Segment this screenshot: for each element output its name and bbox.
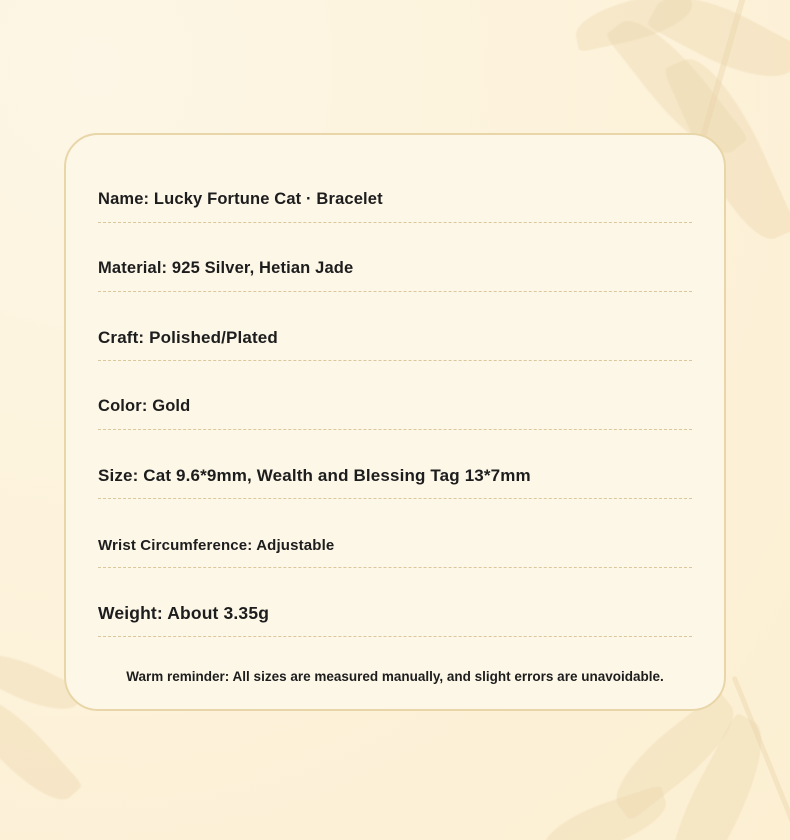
specification-card <box>64 133 726 711</box>
warm-reminder-text: Warm reminder: All sizes are measured manually, and slight errors are unavoidable. <box>126 668 664 684</box>
specification-list <box>98 165 692 715</box>
spec-size-text: Size: Cat 9.6*9mm, Wealth and Blessing Tag 13*7mm <box>98 465 531 485</box>
bamboo-leaf-decoration <box>537 785 674 840</box>
spec-weight-text: Weight: About 3.35g <box>98 603 270 623</box>
spec-craft-text: Craft: Polished/Plated <box>98 327 278 347</box>
spec-row-weight <box>98 568 692 637</box>
spec-material-text: Material: 925 Silver, Hetian Jade <box>98 259 354 278</box>
spec-color-text: Color: Gold <box>98 397 191 416</box>
spec-row-craft <box>98 292 692 361</box>
spec-wrist-circumference-text: Wrist Circumference: Adjustable <box>98 537 335 554</box>
spec-row-wrist-circumference <box>98 499 692 568</box>
warm-reminder-row <box>98 637 692 715</box>
spec-row-size <box>98 430 692 499</box>
spec-row-color <box>98 361 692 430</box>
spec-name-text: Name: Lucky Fortune Cat · Bracelet <box>98 190 383 209</box>
spec-row-name <box>98 165 692 223</box>
spec-row-material <box>98 223 692 292</box>
